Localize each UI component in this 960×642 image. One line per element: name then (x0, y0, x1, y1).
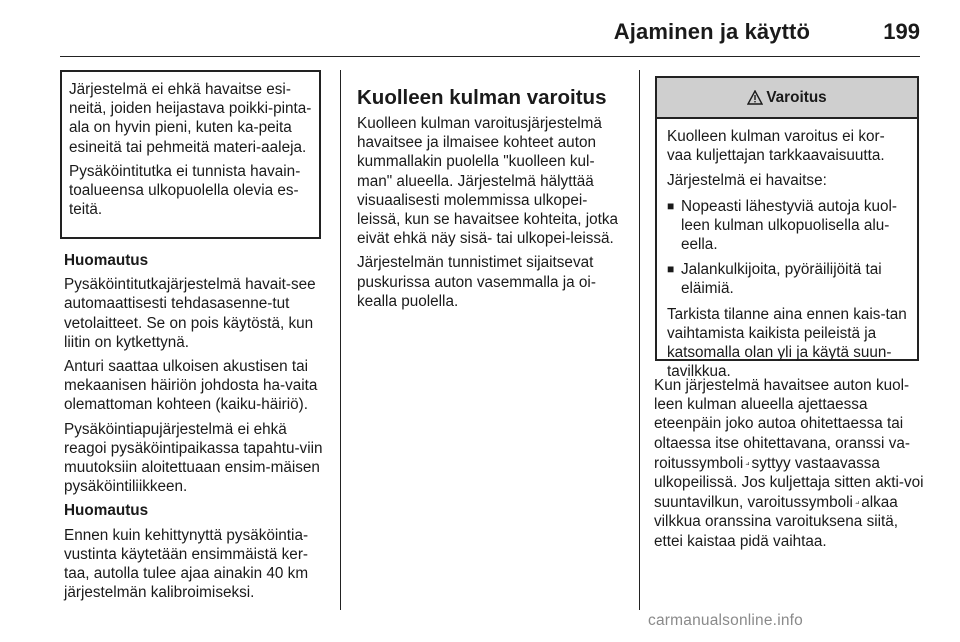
note-title: Huomautus (64, 502, 149, 520)
info-box (60, 70, 321, 239)
page-number: 199 (883, 19, 920, 44)
bullet-icon: ■ (667, 262, 675, 277)
body-paragraph (654, 376, 928, 551)
column-divider-right (639, 70, 640, 610)
note-paragraph: Ennen kuin kehittynyttä pysäköintia-vustinta käytetään ensimmäistä ker-taa, autolla tulee ajaa ainakin 40 km järjestelmän kalibroimiseksi. (64, 526, 309, 602)
header-title: Ajaminen ja käyttö (613, 19, 810, 44)
warning-triangle-icon (747, 90, 763, 105)
bullet-text: Nopeasti lähestyviä autoja kuol-leen kulman ulkopuolisella alu-eella. (681, 197, 897, 254)
watermark: carmanualsonline.info (648, 612, 803, 629)
column-divider-left (340, 70, 341, 610)
info-box-paragraph: Järjestelmä ei ehkä havaitse esi-neitä, joiden heijastava poikki-pinta-ala on hyvin pieni, kuten ka-peita esineitä tai pehmeitä materi-aaleja. (69, 81, 312, 156)
note-block (64, 501, 326, 602)
bullet-text: Jalankulkijoita, pyöräilijöitä tai eläimiä. (681, 261, 882, 298)
warning-title: Varoitus (766, 88, 827, 106)
body-paragraph: Kuolleen kulman varoitusjärjestelmä havaitsee ja ilmaisee kohteet auton kummallakin puolella "kuolleen kul-man" alueella. Järjestelmä hälyttää visuaalisesti molemmissa ulkopei-leissä, kun se havaitsee kohteita, jotka eivät ehkä näy sisä- tai ulkopei-leissä. (357, 115, 619, 248)
column-right (654, 376, 928, 556)
blind-spot-symbol-icon: ⟓ (854, 496, 860, 507)
section-title: Kuolleen kulman varoitus (357, 86, 607, 109)
bullet-icon: ■ (667, 198, 675, 213)
header-divider (60, 56, 920, 57)
note-paragraph: Pysäköintiapujärjestelmä ei ehkä reagoi pysäköintipaikassa tapahtu-viin muutoksiin aloitettuaan ensim-mäisen pysäköintiliikkeen. (64, 420, 323, 496)
body-text: Kun järjestelmä havaitsee auton kuol-leen kulman alueella ajettaessa eteenpäin joko autoa ohitettaessa tai oltaessa itse ohitettavana, oranssi va-roitussymboli (654, 377, 910, 472)
warning-bullet-item (667, 197, 909, 255)
note-paragraph: Anturi saattaa ulkoisen akustisen tai mekaanisen häiriön johdosta ha-vaita olemattoman kohteen (kaiku-häiriö). (64, 358, 318, 414)
body-text: alkaa vilkkua oranssina varoituksena siitä, ettei kaistaa pidä vaihtaa. (654, 494, 899, 550)
info-box-paragraph: Pysäköintitutka ei tunnista havain-toalueensa ulkopuolella olevia es-teitä. (69, 162, 301, 219)
note-paragraph: Pysäköintitutkajärjestelmä havait-see automaattisesti tehdasasenne-tut vetolaitteet. Se on pois käytöstä, kun liitin on kytkettynä. (64, 276, 316, 351)
column-left (64, 251, 326, 607)
warning-paragraph: Järjestelmä ei havaitse: (667, 172, 827, 190)
warning-paragraph: Kuolleen kulman varoitus ei kor-vaa kuljettajan tarkkaavaisuutta. (667, 128, 885, 165)
warning-header (657, 78, 917, 119)
warning-box (655, 76, 919, 381)
blind-spot-symbol-icon: ⟓ (745, 456, 750, 467)
warning-bullet-item (667, 260, 909, 298)
note-title: Huomautus (64, 252, 149, 269)
column-middle (357, 86, 625, 316)
warning-paragraph: Tarkista tilanne aina ennen kais-tan vaihtamista kaikista peileistä ja katsomalla olan yli ja käytä suun-tavilkkua. (667, 305, 907, 381)
note-block (64, 251, 326, 496)
body-paragraph: Järjestelmän tunnistimet sijaitsevat puskurissa auton vasemmalla ja oi-kealla puolella. (357, 254, 596, 310)
warning-content (657, 119, 917, 381)
body-text: syttyy vastaavassa ulkopeilissä. Jos kuljettaja sitten akti-voi suuntavilkun, varoitussymboli (654, 454, 924, 512)
